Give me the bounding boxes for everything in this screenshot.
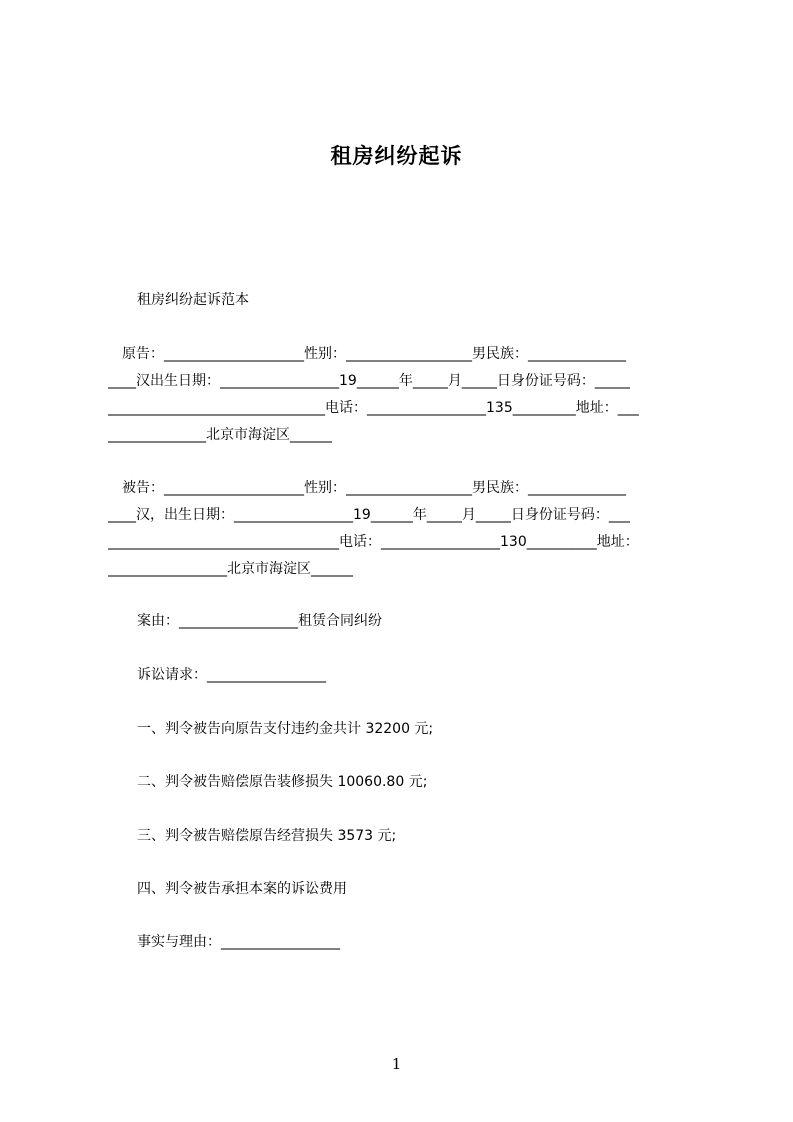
page-number: 1 <box>391 1055 402 1073</box>
plaintiff-line-2: ____汉出生日期：_________________19______年_____月_____日身份证号码：_____ <box>108 373 630 389</box>
page-title: 租房纠纷起诉 <box>330 144 463 168</box>
plaintiff-line-4: ______________北京市海淀区______ <box>108 427 332 443</box>
claim-item: 二、判令被告赔偿原告装修损失 10060.80 元; <box>137 774 428 790</box>
claim-item: 四、判令被告承担本案的诉讼费用 <box>137 881 347 897</box>
plaintiff-line-3: _______________________________电话：_________________135_________地址：___ <box>108 400 639 416</box>
subtitle: 租房纠纷起诉范本 <box>137 292 249 308</box>
claim-item: 三、判令被告赔偿原告经营损失 3573 元; <box>137 828 397 844</box>
defendant-line-2: ____汉，出生日期：_________________19______年_____月_____日身份证号码：___ <box>108 507 630 523</box>
case-cause: 案由：_________________租赁合同纠纷 <box>137 613 382 629</box>
defendant-line-4: _________________北京市海淀区______ <box>108 561 353 577</box>
plaintiff-line-1: 原告：____________________性别：__________________男民族：______________ <box>108 346 626 362</box>
defendant-line-3: _________________________________电话：_________________130__________地址： <box>108 534 639 550</box>
claim-item: 一、判令被告向原告支付违约金共计 32200 元; <box>137 721 434 737</box>
defendant-line-1: 被告：____________________性别：__________________男民族：______________ <box>108 480 626 496</box>
claims-heading: 诉讼请求：_________________ <box>137 667 326 683</box>
facts-heading: 事实与理由：_________________ <box>137 934 340 950</box>
